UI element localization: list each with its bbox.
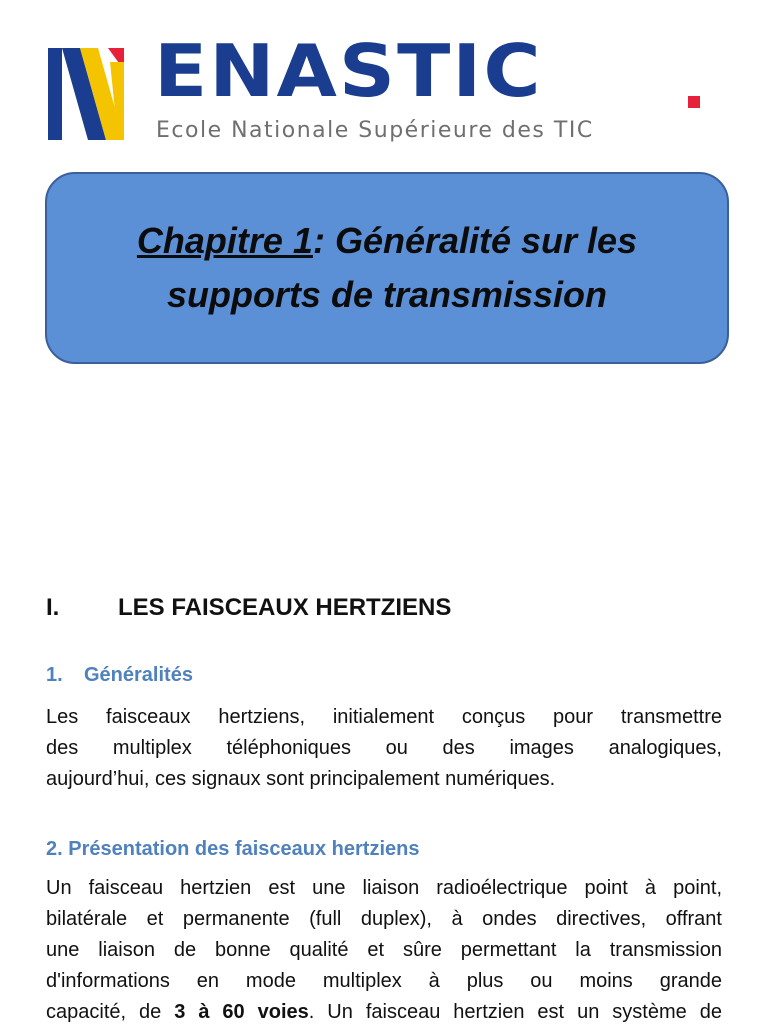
- paragraph-line: Les faisceaux hertziens, initialement conçus pour transmettre: [46, 706, 722, 728]
- chapter-title-box: [45, 172, 729, 364]
- paragraph-line: bilatérale et permanente (full duplex), à ondes directives, offrant: [46, 908, 722, 930]
- chapter-label: Chapitre 1: [136, 220, 313, 261]
- header-logo: [48, 30, 708, 146]
- paragraph-line: d'informations en mode multiplex à plus ou moins grande: [46, 970, 722, 992]
- paragraph-presentation: [46, 873, 722, 1028]
- paragraph-line: [46, 997, 722, 1028]
- paragraph-generalites: [46, 702, 722, 795]
- chapter-title-line-1: [137, 214, 637, 268]
- paragraph-text: capacité, de: [46, 1001, 175, 1023]
- subsection-heading-2: 2. Présentation des faisceaux hertziens: [46, 838, 420, 860]
- chapter-title-line-2: supports de transmission: [166, 274, 608, 315]
- section-title: LES FAISCEAUX HERTZIENS: [118, 594, 452, 621]
- subsection-heading-1: [46, 664, 193, 687]
- section-heading: [46, 594, 451, 622]
- paragraph-line: Un faisceau hertzien est une liaison radioélectrique point à point,: [46, 877, 722, 899]
- voies-count: 3 à 60 voies: [174, 1001, 309, 1023]
- brand-name: ENASTIC: [154, 30, 543, 114]
- brand-dot: [688, 96, 700, 108]
- enastic-logo-mark-icon: [48, 48, 126, 140]
- paragraph-line: une liaison de bonne qualité et sûre permettant la transmission: [46, 939, 722, 961]
- subsection-number: 1.: [46, 664, 63, 686]
- brand-subtitle: Ecole Nationale Supérieure des TIC: [156, 118, 594, 143]
- subsection-title: Généralités: [84, 664, 193, 686]
- paragraph-line: des multiplex téléphoniques ou des images analogiques,: [46, 737, 722, 759]
- chapter-title-rest: : Généralité sur les: [312, 220, 638, 261]
- section-number: I.: [46, 594, 60, 621]
- paragraph-text: . Un faisceau hertzien est un système de: [308, 1001, 722, 1023]
- paragraph-line: aujourd’hui, ces signaux sont principalement numériques.: [46, 768, 556, 790]
